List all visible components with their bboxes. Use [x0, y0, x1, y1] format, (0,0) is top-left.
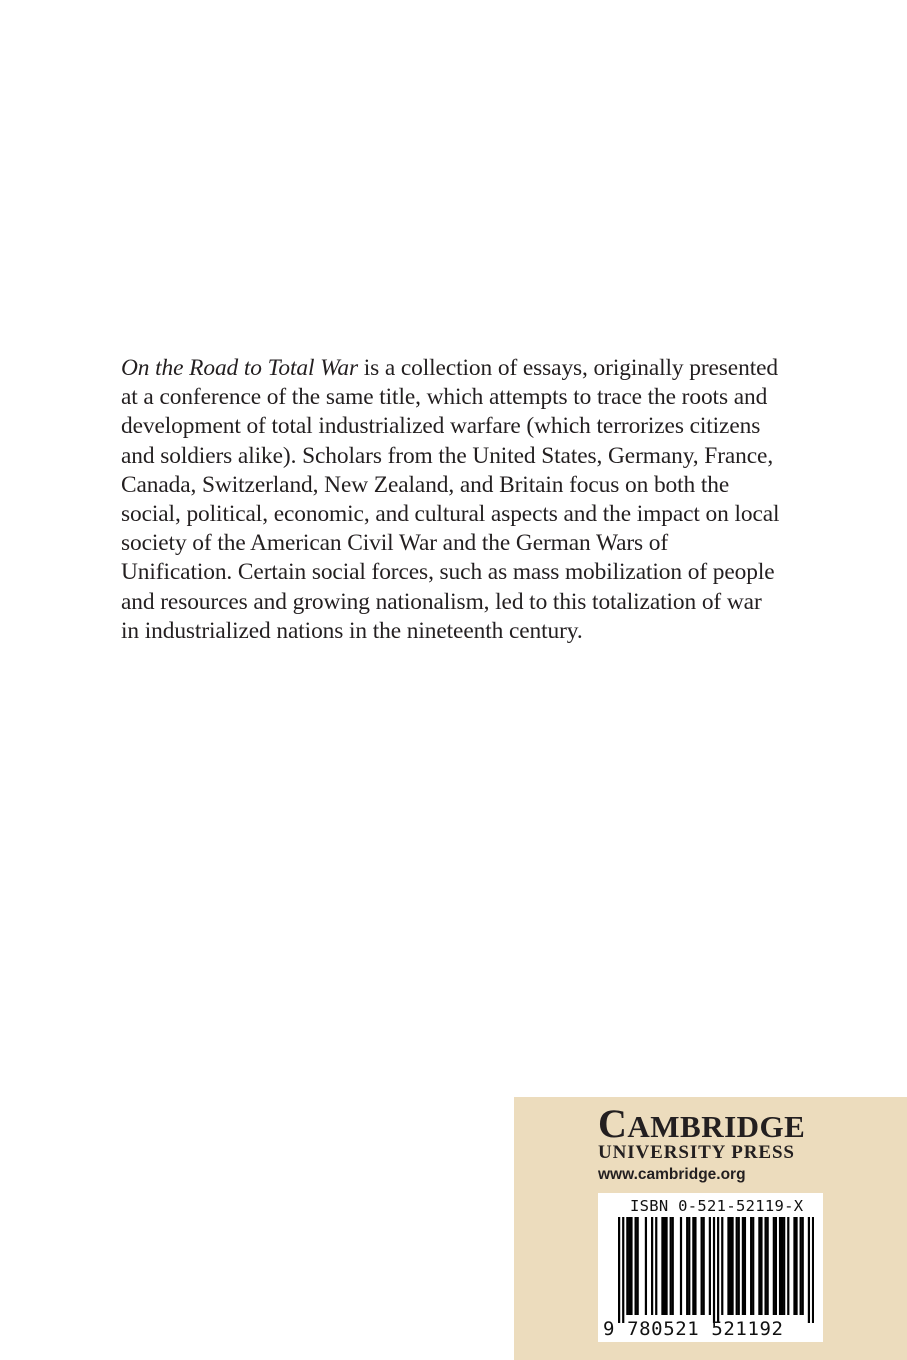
- barcode-bar: [773, 1217, 775, 1315]
- barcode-bar: [808, 1217, 810, 1323]
- barcode-bar: [758, 1217, 760, 1315]
- barcode-bar: [626, 1217, 628, 1315]
- barcode-bar: [630, 1217, 632, 1315]
- barcode-bar: [736, 1217, 738, 1315]
- barcode-bar: [802, 1217, 804, 1315]
- barcode-bar: [635, 1217, 637, 1315]
- barcode-bar: [750, 1217, 752, 1315]
- barcode-bar: [709, 1217, 711, 1315]
- barcode-bar: [812, 1217, 814, 1323]
- isbn-label: ISBN 0-521-52119-X: [630, 1197, 804, 1215]
- ean-digits: 9 780521 521192: [603, 1318, 784, 1340]
- barcode-bar: [661, 1217, 663, 1315]
- barcode-bar: [787, 1217, 789, 1315]
- barcode-bar: [738, 1217, 740, 1315]
- barcode-bar: [645, 1217, 647, 1315]
- barcode-bar: [760, 1217, 762, 1315]
- barcode-bar: [686, 1217, 688, 1315]
- barcode-bar: [651, 1217, 653, 1315]
- barcode-bar: [717, 1217, 719, 1323]
- barcode-bar: [721, 1217, 723, 1315]
- publisher-url: www.cambridge.org: [598, 1166, 746, 1183]
- barcode-bar: [744, 1217, 746, 1315]
- book-title: On the Road to Total War: [121, 355, 358, 381]
- publisher-name-initial: C: [598, 1101, 628, 1146]
- blurb-text: is a collection of essays, originally presented at a conference of the same title, which attempts to trace the roots and development of total industrialized warfare (which terrorizes citizens and soldiers alike). Scholars from the United States, Germany, France, Canada, Switzerland, New Zealand, and Britain focus on both the social, political, economic, and cultural aspects and the impact on local society of the American Civil War and the German Wars of Unification. Certain social forces, such as mass mobilization of people and resources and growing nationalism, led to this totalization of war in industrialized nations in the nineteenth century.: [121, 355, 780, 644]
- barcode-bar: [727, 1217, 729, 1315]
- barcode-bar: [781, 1217, 783, 1315]
- barcode-bar: [742, 1217, 744, 1315]
- barcode-bar: [622, 1217, 624, 1323]
- barcode-bars: [618, 1217, 814, 1323]
- publisher-press: UNIVERSITY PRESS: [598, 1142, 795, 1163]
- barcode-bar: [713, 1217, 715, 1323]
- barcode-bar: [688, 1217, 690, 1315]
- barcode-bar: [628, 1217, 630, 1315]
- barcode-bar: [672, 1217, 674, 1315]
- barcode-bar: [800, 1217, 802, 1315]
- barcode-bar: [767, 1217, 769, 1315]
- barcode-bar: [692, 1217, 694, 1315]
- barcode-bar: [793, 1217, 795, 1315]
- barcode-bar: [701, 1217, 703, 1315]
- barcode-bar: [731, 1217, 733, 1315]
- back-cover-blurb: [121, 354, 781, 646]
- barcode-bar: [655, 1217, 657, 1315]
- barcode-bar: [703, 1217, 705, 1315]
- barcode-bar: [670, 1217, 672, 1315]
- barcode-bar: [618, 1217, 620, 1323]
- publisher-name-rest: AMBRIDGE: [627, 1109, 806, 1144]
- barcode-bar: [680, 1217, 682, 1315]
- barcode-bar: [637, 1217, 639, 1315]
- barcode-bar: [663, 1217, 665, 1315]
- barcode-bar: [775, 1217, 777, 1315]
- barcode-bar: [783, 1217, 785, 1315]
- barcode-bar: [764, 1217, 766, 1315]
- barcode-bar: [729, 1217, 731, 1315]
- barcode-bar: [779, 1217, 781, 1315]
- barcode-bar: [752, 1217, 754, 1315]
- barcode-bar: [665, 1217, 667, 1315]
- barcode-bar: [694, 1217, 696, 1315]
- barcode-bar: [795, 1217, 797, 1315]
